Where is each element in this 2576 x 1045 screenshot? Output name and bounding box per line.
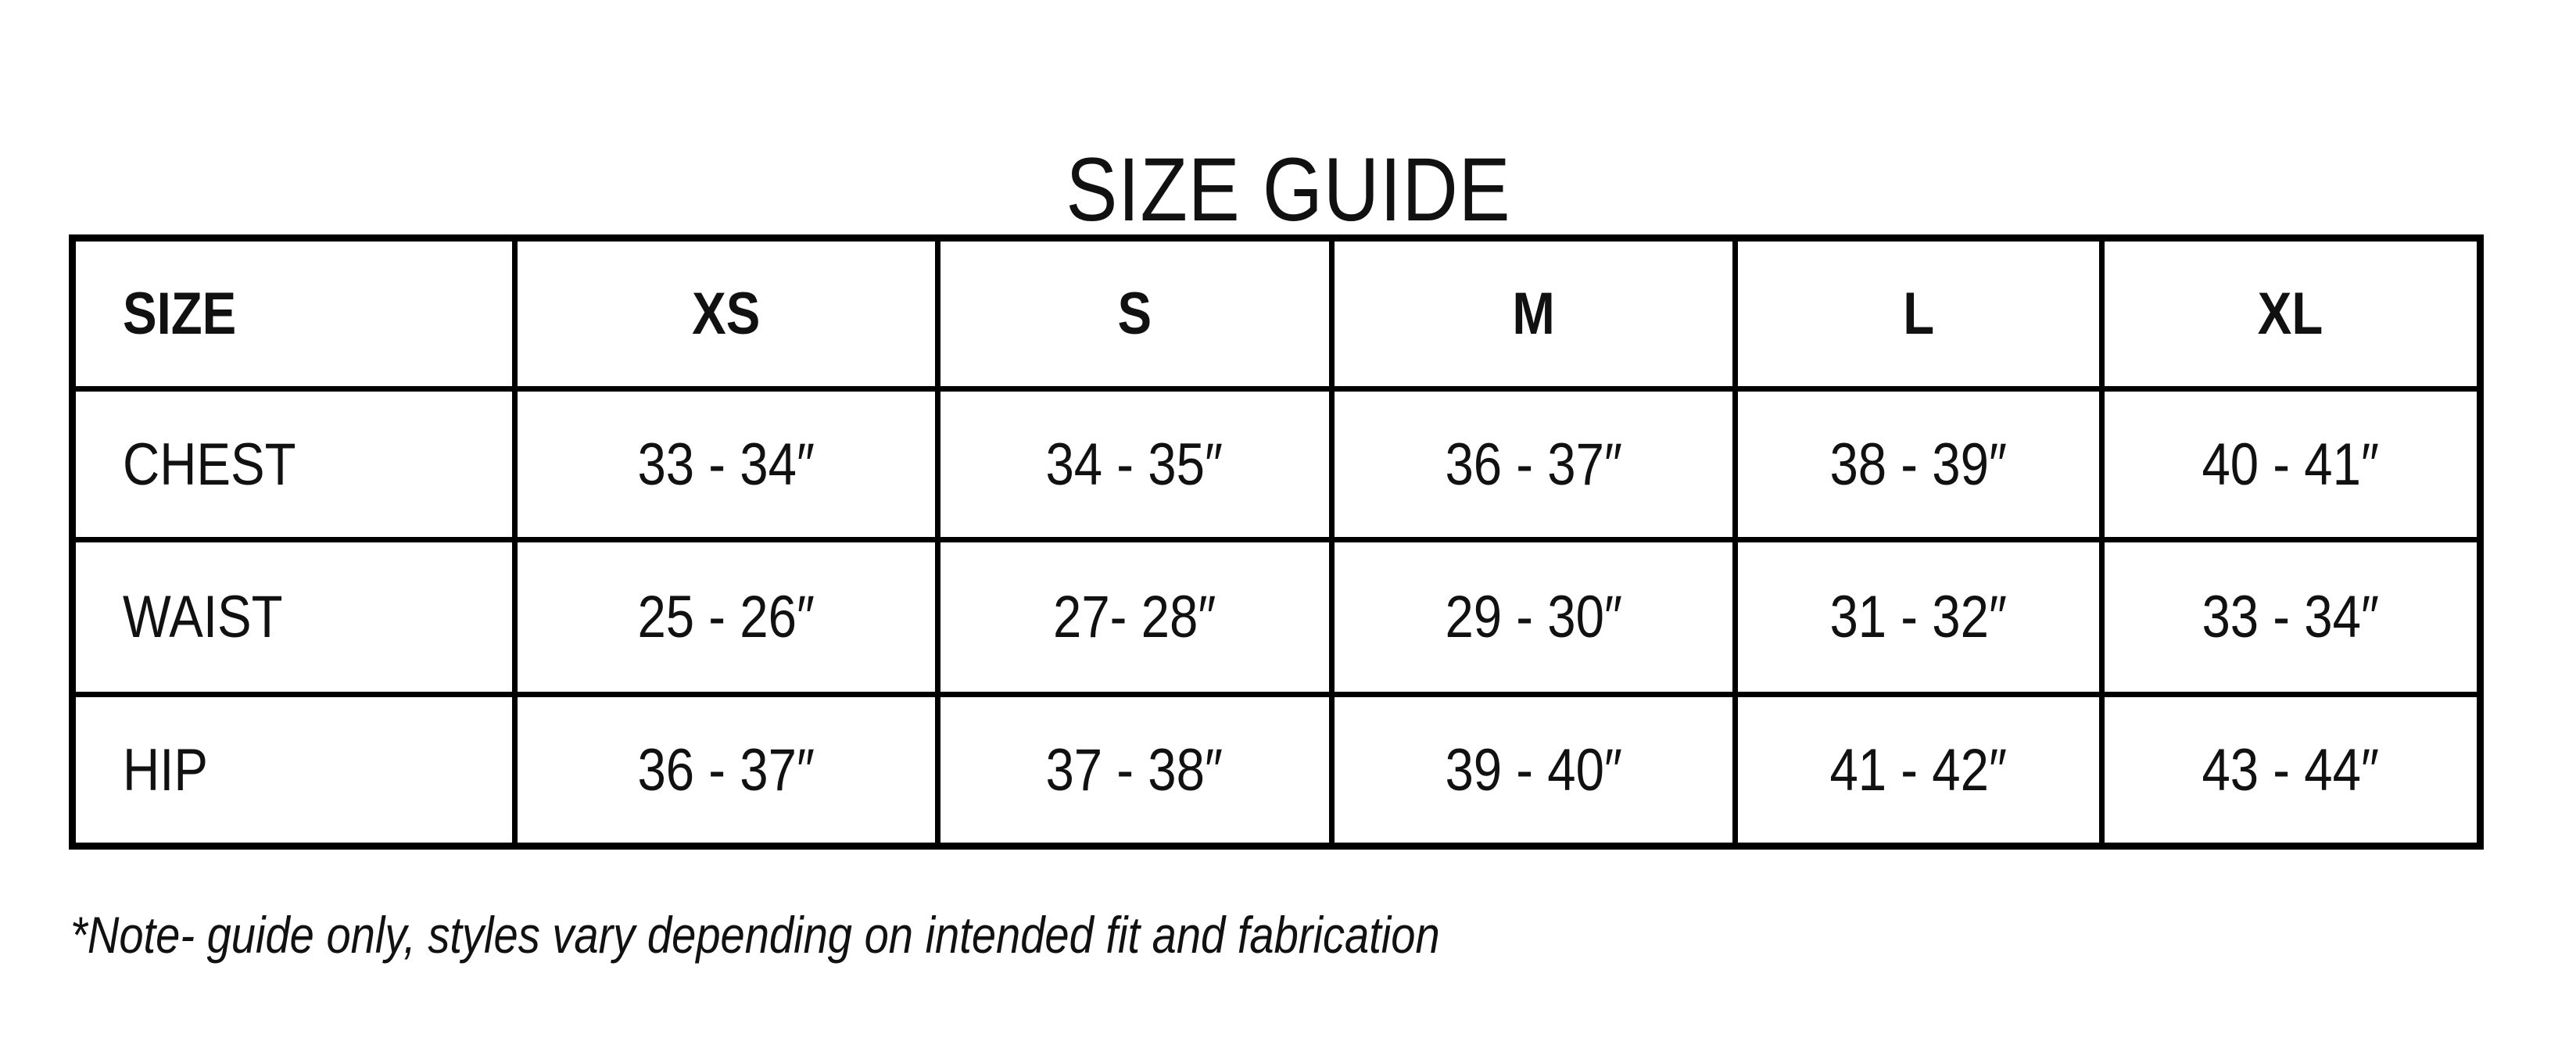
table-header-row: [73, 238, 2481, 389]
footnote-text: *Note- guide only, styles vary depending on intended fit and fabrication: [70, 906, 1440, 964]
cell-waist-m: [1331, 540, 1736, 695]
row-label-waist: [73, 540, 515, 695]
cell-chest-s: [937, 389, 1331, 540]
column-header-s: [937, 238, 1331, 389]
column-header-size-label: SIZE: [123, 281, 237, 347]
row-label-waist-text: WAIST: [123, 584, 283, 650]
footnote: [70, 905, 1682, 964]
cell-chest-m-value: 36 - 37″: [1444, 431, 1622, 498]
column-header-l-label: L: [1902, 281, 1934, 347]
cell-hip-l: [1736, 695, 2102, 846]
page-title-text: SIZE GUIDE: [1065, 140, 1511, 241]
cell-hip-s-value: 37 - 38″: [1045, 736, 1224, 803]
cell-waist-xs: [515, 540, 938, 695]
cell-chest-l-value: 38 - 39″: [1829, 431, 2008, 498]
cell-waist-m-value: 29 - 30″: [1444, 584, 1622, 650]
column-header-xs-label: XS: [692, 281, 761, 347]
column-header-xs: [515, 238, 938, 389]
cell-chest-m: [1331, 389, 1736, 540]
row-label-chest-text: CHEST: [123, 431, 296, 498]
size-guide-table: [69, 234, 2484, 850]
column-header-xl: [2101, 238, 2480, 389]
row-label-hip: [73, 695, 515, 846]
cell-waist-xl-value: 33 - 34″: [2202, 584, 2380, 650]
table-row-waist: [73, 540, 2481, 695]
cell-waist-xs-value: 25 - 26″: [637, 584, 815, 650]
cell-hip-m: [1331, 695, 1736, 846]
cell-hip-xl-value: 43 - 44″: [2202, 736, 2380, 803]
cell-waist-s: [937, 540, 1331, 695]
column-header-l: [1736, 238, 2102, 389]
column-header-m: [1331, 238, 1736, 389]
cell-hip-s: [937, 695, 1331, 846]
row-label-chest: [73, 389, 515, 540]
cell-hip-l-value: 41 - 42″: [1829, 736, 2008, 803]
cell-hip-xl: [2101, 695, 2480, 846]
table-row-chest: [73, 389, 2481, 540]
cell-hip-xs: [515, 695, 938, 846]
column-header-size: [73, 238, 515, 389]
cell-hip-m-value: 39 - 40″: [1444, 736, 1622, 803]
cell-chest-xl-value: 40 - 41″: [2202, 431, 2380, 498]
row-label-hip-text: HIP: [123, 736, 208, 803]
cell-chest-xs-value: 33 - 34″: [637, 431, 815, 498]
column-header-s-label: S: [1117, 281, 1152, 347]
table-row-hip: [73, 695, 2481, 846]
cell-chest-xs: [515, 389, 938, 540]
page-title: [0, 135, 2576, 245]
cell-waist-l-value: 31 - 32″: [1829, 584, 2008, 650]
cell-waist-l: [1736, 540, 2102, 695]
cell-chest-s-value: 34 - 35″: [1045, 431, 1224, 498]
column-header-xl-label: XL: [2258, 281, 2323, 347]
cell-chest-l: [1736, 389, 2102, 540]
cell-chest-xl: [2101, 389, 2480, 540]
cell-hip-xs-value: 36 - 37″: [637, 736, 815, 803]
cell-waist-xl: [2101, 540, 2480, 695]
cell-waist-s-value: 27- 28″: [1052, 584, 1216, 650]
column-header-m-label: M: [1512, 281, 1555, 347]
